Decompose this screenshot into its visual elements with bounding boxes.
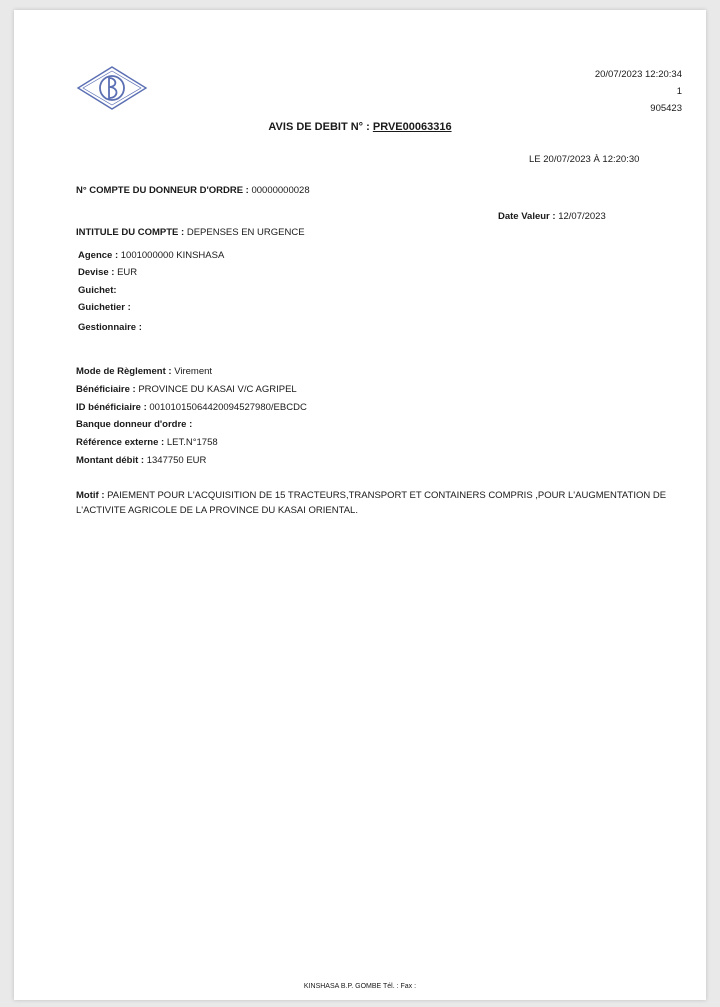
mode-reglement-value: Virement: [174, 366, 213, 377]
montant-debit-value: 1347750 EUR: [146, 455, 207, 466]
agence-value: 1001000000 KINSHASA: [120, 250, 225, 261]
reference-number: 905423: [650, 103, 682, 114]
date-valeur-label: Date Valeur :: [498, 211, 556, 222]
mode-reglement-label: Mode de Règlement :: [76, 366, 172, 377]
account-title-row: [76, 227, 305, 238]
account-number-row: [76, 185, 310, 196]
account-title-label: INTITULE DU COMPTE :: [76, 227, 185, 238]
debit-notice-page: [14, 10, 706, 1000]
devise-label: Devise :: [78, 267, 115, 278]
print-info: [595, 66, 682, 117]
id-beneficiaire-label: ID bénéficiaire :: [76, 402, 147, 413]
date-valeur-value: 12/07/2023: [558, 211, 606, 222]
guichetier-label: Guichetier :: [78, 302, 131, 313]
reference-externe-row: [76, 437, 218, 448]
title-number: PRVE00063316: [372, 121, 452, 133]
account-title-value: DEPENSES EN URGENCE: [186, 227, 305, 238]
account-number-value: 00000000028: [251, 185, 310, 196]
document-title: [14, 121, 706, 133]
beneficiaire-label: Bénéficiaire :: [76, 384, 136, 395]
print-datetime: 20/07/2023 12:20:34: [594, 69, 682, 80]
devise-value: EUR: [117, 267, 138, 278]
beneficiaire-value: PROVINCE DU KASAI V/C AGRIPEL: [138, 384, 297, 395]
reference-externe-value: LET.N°1758: [166, 437, 218, 448]
agence-label: Agence :: [78, 250, 119, 261]
title-label: AVIS DE DEBIT N° :: [268, 121, 370, 133]
motif-label: Motif :: [76, 490, 105, 501]
montant-debit-row: [76, 455, 206, 466]
devise-row: [78, 267, 137, 278]
id-beneficiaire-value: 00101015064420094527980/EBCDC: [149, 402, 307, 413]
bank-logo-icon: [76, 64, 148, 112]
agence-row: [78, 250, 224, 261]
gestionnaire-label: Gestionnaire :: [78, 322, 142, 333]
mode-reglement-row: [76, 366, 212, 377]
page-number: 1: [676, 86, 682, 97]
guichet-label: Guichet:: [78, 285, 117, 296]
banque-donneur-label: Banque donneur d'ordre :: [76, 419, 193, 430]
issue-date: LE 20/07/2023 À 12:20:30: [529, 154, 640, 165]
montant-debit-label: Montant débit :: [76, 455, 145, 466]
motif-text: PAIEMENT POUR L'ACQUISITION DE 15 TRACTEURS,TRANSPORT ET CONTAINERS COMPRIS ,POUR L'AUGMENTATION DE L'ACTIVITE AGRICOLE DE LA PROVINCE DU KASAI ORIENTAL.: [76, 490, 667, 516]
account-number-label: N° COMPTE DU DONNEUR D'ORDRE :: [76, 185, 249, 196]
page-footer: KINSHASA B.P. GOMBE Tél. : Fax :: [303, 983, 417, 990]
beneficiaire-row: [76, 384, 297, 395]
motif-block: [76, 488, 676, 518]
id-beneficiaire-row: [76, 402, 307, 413]
reference-externe-label: Référence externe :: [76, 437, 165, 448]
date-valeur-row: [498, 211, 606, 222]
